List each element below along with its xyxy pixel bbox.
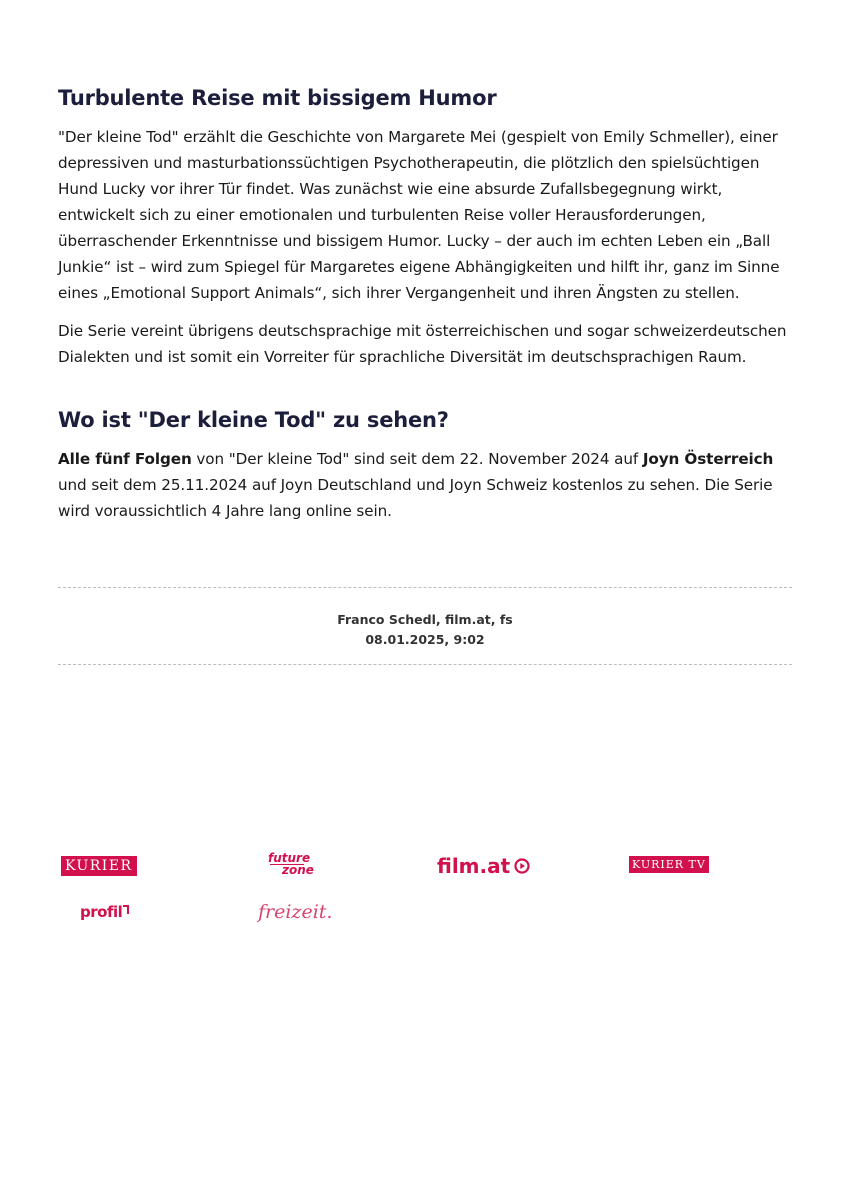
kuriertv-logo-link[interactable]: KURIER TV	[629, 856, 709, 873]
futurezone-logo-line2: zone	[270, 864, 304, 876]
paragraph-3-end: und seit dem 25.11.2024 auf Joyn Deutschland und Joyn Schweiz kostenlos zu sehen. Die Serie wird voraussichtlich 4 Jahre lang online sein.	[58, 476, 773, 520]
filmat-logo-text: film.at	[437, 854, 511, 878]
section-heading-turbulente-reise: Turbulente Reise mit bissigem Humor	[58, 86, 497, 110]
bold-alle-fuenf-folgen: Alle fünf Folgen	[58, 450, 192, 468]
section-heading-wo-zu-sehen: Wo ist "Der kleine Tod" zu sehen?	[58, 408, 449, 432]
futurezone-logo-line1: future	[268, 851, 311, 865]
bold-joyn-oesterreich: Joyn Österreich	[642, 450, 774, 468]
profil-logo-link[interactable]	[80, 903, 129, 921]
article-body	[58, 86, 792, 536]
article-paragraph-3	[58, 446, 792, 524]
profil-corner-icon	[123, 905, 129, 914]
byline-date: 08.01.2025, 9:02	[365, 632, 485, 647]
article-paragraph-2: Die Serie vereint übrigens deutschsprachige mit österreichischen und sogar schweizerdeutschen Dialekten und ist somit ein Vorreiter für sprachliche Diversität im deutschsprachigen Raum.	[58, 322, 787, 366]
profil-logo-text: profil	[80, 903, 123, 921]
play-circle-icon	[514, 858, 530, 874]
freizeit-logo-link[interactable]: freizeit.	[258, 901, 333, 923]
article-paragraph-1: "Der kleine Tod" erzählt die Geschichte von Margarete Mei (gespielt von Emily Schmeller), einer depressiven und masturbationssüchtigen Psychotherapeutin, die plötzlich den spielsüchtigen Hund Lucky vor ihrer Tür findet. Was zunächst wie eine absurde Zufallsbegegnung wirkt, entwickelt sich zu einer emotionalen und turbulenten Reise voller Herausforderungen, überraschender Erkenntnisse und bissigem Humor. Lucky – der auch im echten Leben ein „Ball Junkie“ ist – wird zum Spiegel für Margaretes eigene Abhängigkeiten und hilft ihr, ganz im Sinne eines „Emotional Support Animals“, sich ihrer Vergangenheit und ihren Ängsten zu stellen.	[58, 128, 780, 302]
byline-authors: Franco Schedl, film.at, fs	[337, 612, 513, 627]
kurier-logo-link[interactable]: KURIER	[61, 856, 137, 876]
paragraph-3-mid: von "Der kleine Tod" sind seit dem 22. November 2024 auf	[191, 450, 643, 468]
futurezone-logo-link[interactable]	[268, 853, 322, 876]
filmat-logo-link[interactable]	[437, 852, 530, 880]
byline	[58, 587, 792, 665]
